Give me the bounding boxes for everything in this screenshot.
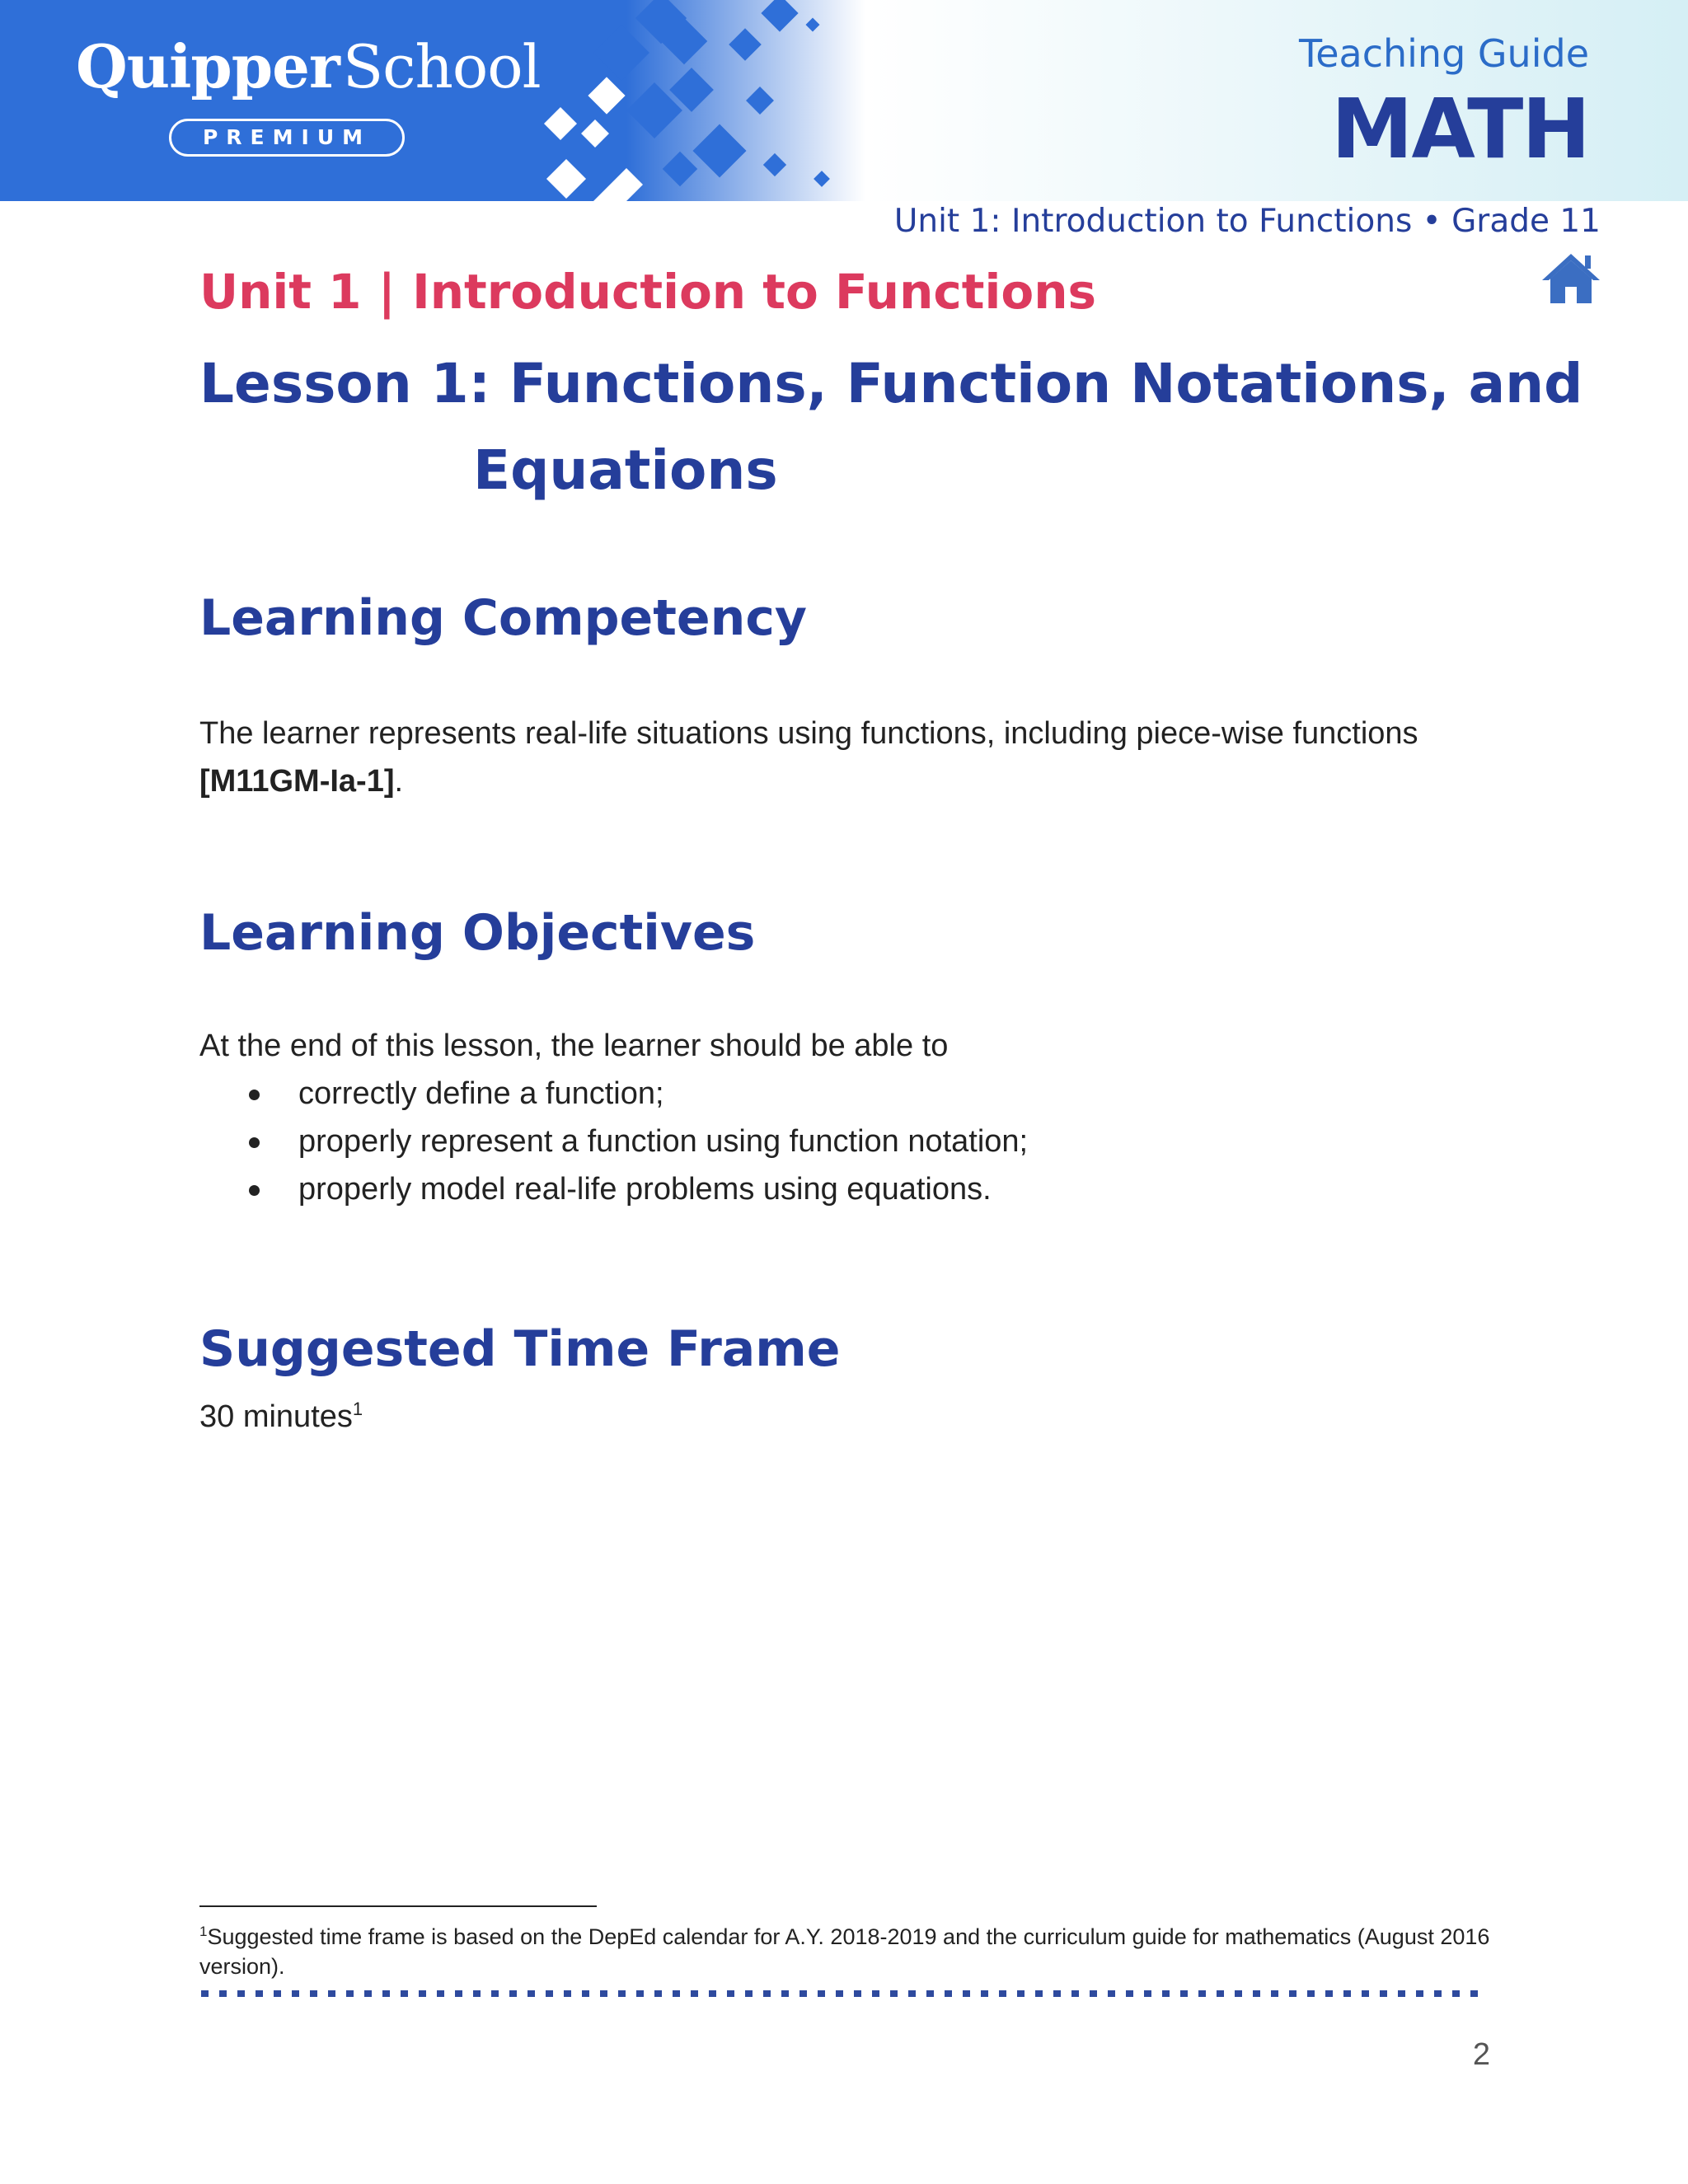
time-frame-text: 30 minutes bbox=[199, 1399, 353, 1434]
subject-title: MATH bbox=[1330, 81, 1589, 177]
running-header: Unit 1: Introduction to Functions • Grade 11 bbox=[893, 203, 1601, 240]
footnote-marker: 1 bbox=[199, 1924, 208, 1939]
bullet-icon bbox=[249, 1185, 260, 1196]
decorative-squares-icon bbox=[544, 0, 940, 201]
list-item bbox=[199, 1165, 1485, 1213]
competency-heading: Learning Competency bbox=[199, 589, 808, 647]
teaching-guide-label: Teaching Guide bbox=[1298, 31, 1589, 76]
brand-name-light: School bbox=[342, 32, 541, 101]
objectives-block bbox=[199, 1022, 1485, 1213]
brand-logo bbox=[76, 31, 541, 101]
objectives-heading: Learning Objectives bbox=[199, 904, 756, 962]
time-frame-heading: Suggested Time Frame bbox=[199, 1320, 841, 1378]
premium-badge: PREMIUM bbox=[169, 119, 405, 157]
bullet-icon bbox=[249, 1137, 260, 1148]
footnote-reference[interactable]: 1 bbox=[352, 1399, 363, 1419]
competency-text bbox=[199, 710, 1485, 805]
bullet-icon bbox=[249, 1090, 260, 1100]
objective-text: properly model real-life problems using equations. bbox=[298, 1172, 992, 1207]
objective-text: properly represent a function using function notation; bbox=[298, 1124, 1029, 1159]
list-item bbox=[199, 1118, 1485, 1165]
footnote bbox=[199, 1922, 1493, 1981]
list-item bbox=[199, 1070, 1485, 1118]
competency-code: [M11GM-Ia-1] bbox=[199, 764, 395, 799]
competency-description: The learner represents real-life situations using functions, including piece-wise functions bbox=[199, 716, 1418, 751]
footnote-text: Suggested time frame is based on the DepEd calendar for A.Y. 2018-2019 and the curriculum guide for mathematics (August 2016 version). bbox=[199, 1924, 1490, 1979]
time-frame-value bbox=[199, 1393, 363, 1441]
objectives-list bbox=[199, 1070, 1485, 1213]
lesson-title bbox=[199, 340, 1583, 513]
unit-title: Unit 1 | Introduction to Functions bbox=[199, 264, 1097, 320]
competency-end: . bbox=[394, 764, 404, 799]
objectives-intro: At the end of this lesson, the learner should be able to bbox=[199, 1029, 949, 1063]
objective-text: correctly define a function; bbox=[298, 1076, 664, 1111]
footnote-divider bbox=[199, 1905, 597, 1907]
dotted-divider bbox=[201, 1990, 1480, 1997]
home-icon[interactable] bbox=[1540, 249, 1601, 305]
header-banner bbox=[0, 0, 1688, 201]
brand-name-bold: Quipper bbox=[76, 31, 340, 101]
lesson-title-line2: Equations bbox=[473, 438, 778, 502]
page-number: 2 bbox=[1472, 2037, 1490, 2072]
lesson-title-line1: Lesson 1: Functions, Function Notations, and bbox=[199, 352, 1583, 415]
